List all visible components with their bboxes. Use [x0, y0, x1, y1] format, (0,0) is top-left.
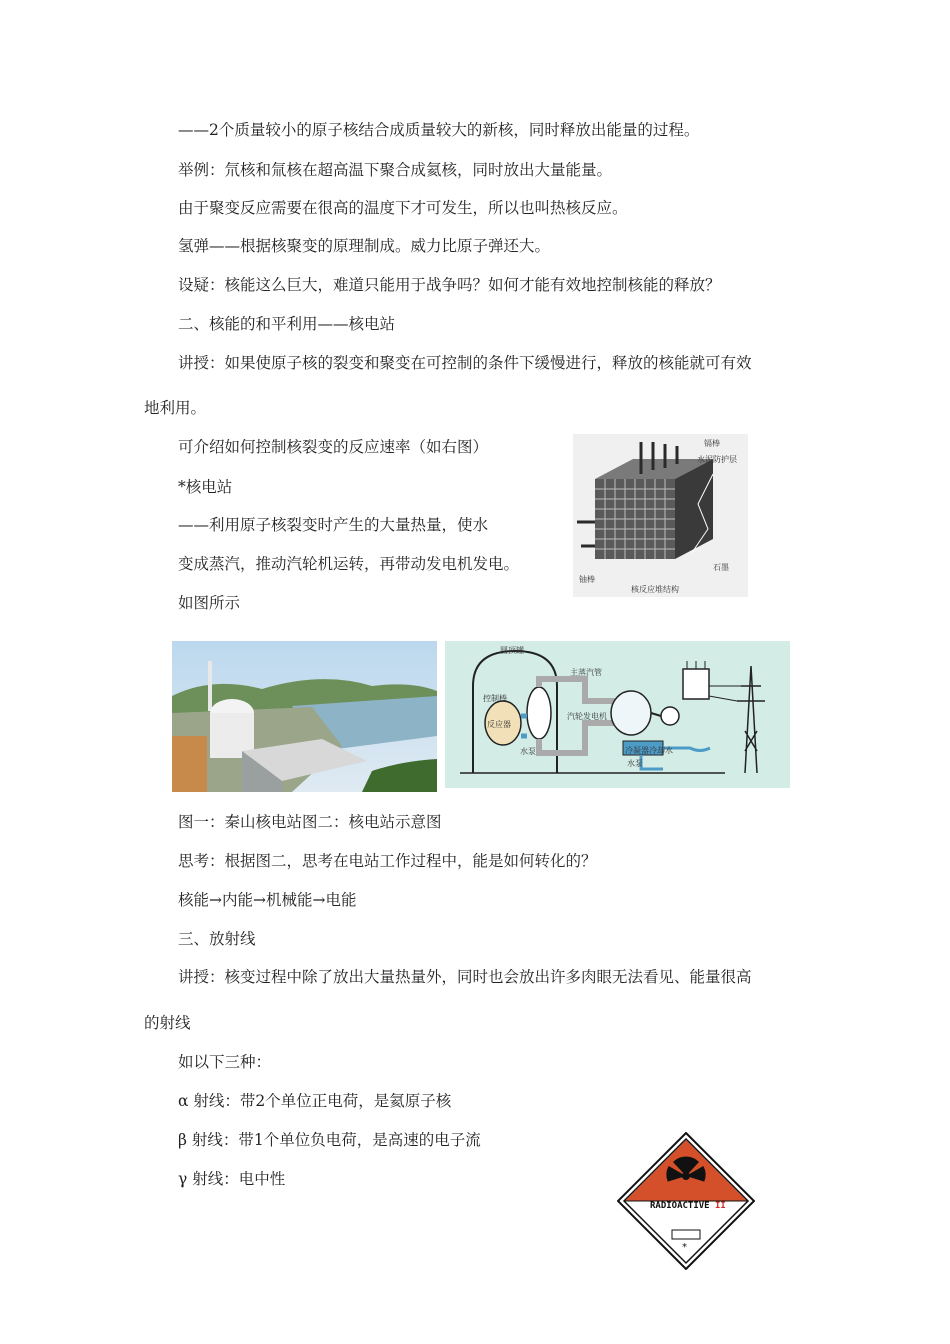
- label-control-rod: 控制棒: [483, 694, 507, 703]
- paragraph: 举例：氘核和氚核在超高温下聚合成氦核，同时放出大量能量。: [178, 161, 613, 179]
- paragraph: 讲授：核变过程中除了放出大量热量外，同时也会放出许多肉眼无法看见、能量很高: [178, 968, 752, 986]
- paragraph: 氢弹——根据核聚变的原理制成。威力比原子弹还大。: [178, 237, 551, 255]
- label-cadmium-rod: 镉棒: [704, 439, 720, 448]
- radioactive-label: RADIOACTIVE: [650, 1201, 710, 1211]
- power-plant-drawing: [445, 641, 790, 788]
- figure-captions: 图一：秦山核电站图二：核电站示意图: [178, 813, 442, 831]
- figure-caption: 核反应堆结构: [631, 585, 679, 594]
- paragraph: 地利用。: [144, 399, 207, 417]
- label-condenser: 冷凝器冷却水: [625, 746, 673, 755]
- paragraph: 讲授：如果使原子核的裂变和聚变在可控制的条件下缓慢进行，释放的核能就可有效: [178, 354, 752, 372]
- paragraph: 如图所示: [178, 594, 241, 612]
- reactor-structure-figure: [573, 434, 748, 597]
- paragraph: 如以下三种：: [178, 1053, 272, 1071]
- paragraph: 的射线: [144, 1014, 191, 1032]
- label-containment: 圆顶罐: [500, 646, 524, 655]
- radioactive-class: II: [715, 1201, 726, 1211]
- paragraph: *核电站: [178, 478, 233, 496]
- paragraph: ——2个质量较小的原子核结合成质量较大的新核，同时释放出能量的过程。: [178, 121, 700, 139]
- radioactive-sign: [617, 1132, 755, 1270]
- paragraph: β 射线：带1个单位负电荷，是高速的电子流: [178, 1131, 481, 1149]
- paragraph: 设疑：核能这么巨大，难道只能用于战争吗？如何才能有效地控制核能的释放？: [178, 276, 721, 294]
- label-reactor: 反应器: [487, 720, 511, 729]
- label-graphite: 石墨: [713, 563, 729, 572]
- qinshan-photo-drawing: [172, 641, 437, 792]
- paragraph: ——利用原子核裂变时产生的大量热量，使水: [178, 516, 489, 534]
- section-heading: 三、放射线: [178, 930, 256, 948]
- label-concrete: 水泥防护层: [697, 455, 737, 464]
- paragraph: 可介绍如何控制核裂变的反应速率（如右图）: [178, 438, 489, 456]
- paragraph: 思考：根据图二，思考在电站工作过程中，能是如何转化的？: [178, 852, 597, 870]
- label-turbine-generator: 汽轮发电机: [567, 712, 607, 721]
- paragraph: α 射线：带2个单位正电荷，是氦原子核: [178, 1092, 452, 1110]
- paragraph: 核能→内能→机械能→电能: [178, 891, 357, 909]
- section-heading: 二、核能的和平利用——核电站: [178, 315, 396, 333]
- radioactive-asterisk: *: [682, 1242, 687, 1253]
- paragraph: 由于聚变反应需要在很高的温度下才可发生，所以也叫热核反应。: [178, 199, 628, 217]
- power-plant-diagram: [445, 641, 790, 788]
- label-pump-1: 水泵: [520, 747, 536, 756]
- label-pump-2: 水泵: [627, 759, 643, 768]
- qinshan-photo: [172, 641, 437, 792]
- label-uranium-rod: 铀棒: [579, 575, 595, 584]
- paragraph: 变成蒸汽，推动汽轮机运转，再带动发电机发电。: [178, 555, 520, 573]
- paragraph: γ 射线：电中性: [178, 1170, 286, 1188]
- label-main-steam: 主蒸汽管: [570, 668, 602, 677]
